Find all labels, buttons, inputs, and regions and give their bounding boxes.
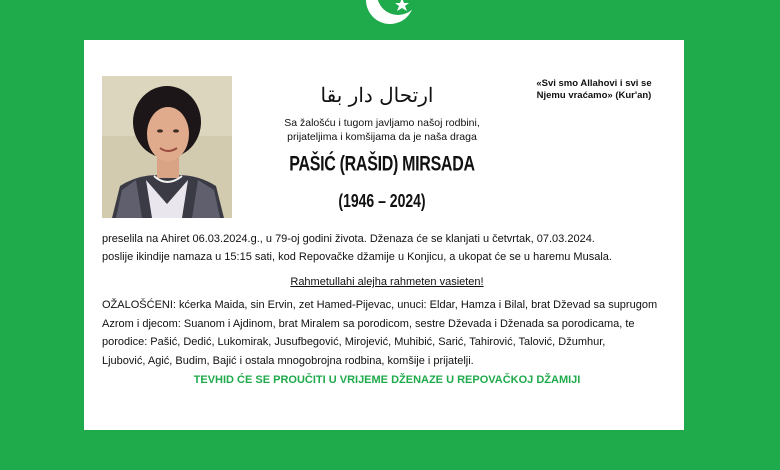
intro-text xyxy=(262,116,502,144)
mourners-line-3: porodice: Pašić, Dedić, Lukomirak, Jusufbegović, Mirojević, Muhibić, Sarić, Tahirović, Talović, Džumhur, xyxy=(102,336,606,348)
obituary-card xyxy=(84,40,684,430)
crescent-star-icon xyxy=(344,0,436,32)
mourners-line-1: OŽALOŠĆENI: kćerka Maida, sin Ervin, zet Hamed-Pijevac, unuci: Eldar, Hamza i Bilal, brat Dževad sa suprugom xyxy=(102,299,658,311)
deceased-name: PAŠIĆ (RAŠID) MIRSADA xyxy=(289,153,475,176)
announcement-line-1: preselila na Ahiret 06.03.2024.g., u 79-oj godini života. Dženaza će se klanjati u četvrtak, 07.03.2024. xyxy=(102,233,595,245)
tevhid-notice: TEVHID ĆE SE PROUČITI U VRIJEME DŽENAZE U REPOVAČKOJ DŽAMIJI xyxy=(193,374,581,386)
mourners-line-4: Ljubović, Agić, Budim, Bajić i ostala mnogobrojna rodbina, komšije i prijatelji. xyxy=(102,354,474,367)
quran-quote xyxy=(514,78,674,102)
intro-line-1: Sa žalošću i tugom javljamo našoj rodbini, xyxy=(284,117,480,129)
mourners-list xyxy=(102,296,672,370)
mourners-line-2: Azrom i djecom: Suanom i Ajdinom, brat Miralem sa porodicom, sestre Dževada i Dženada sa porodicama, te xyxy=(102,317,635,330)
life-years: (1946 – 2024) xyxy=(338,190,426,211)
arabic-text: ارتحال دار بقا xyxy=(320,83,434,107)
quote-line-2: Njemu vraćamo» (Kur'an) xyxy=(536,90,652,101)
arabic-calligraphy xyxy=(320,76,434,112)
intro-line-2: prijateljima i komšijama da je naša draga xyxy=(287,131,477,143)
portrait-photo xyxy=(102,76,232,218)
announcement-line-2: poslije ikindije namaza u 15:15 sati, kod Repovačke džamije u Konjicu, a ukopat će se u haremu Musala. xyxy=(102,251,612,263)
rahmet-prayer: Rahmetullahi alejha rahmeten vasieten! xyxy=(290,276,484,288)
announcement xyxy=(102,230,672,266)
quote-line-1: «Svi smo Allahovi i svi se xyxy=(536,78,652,89)
